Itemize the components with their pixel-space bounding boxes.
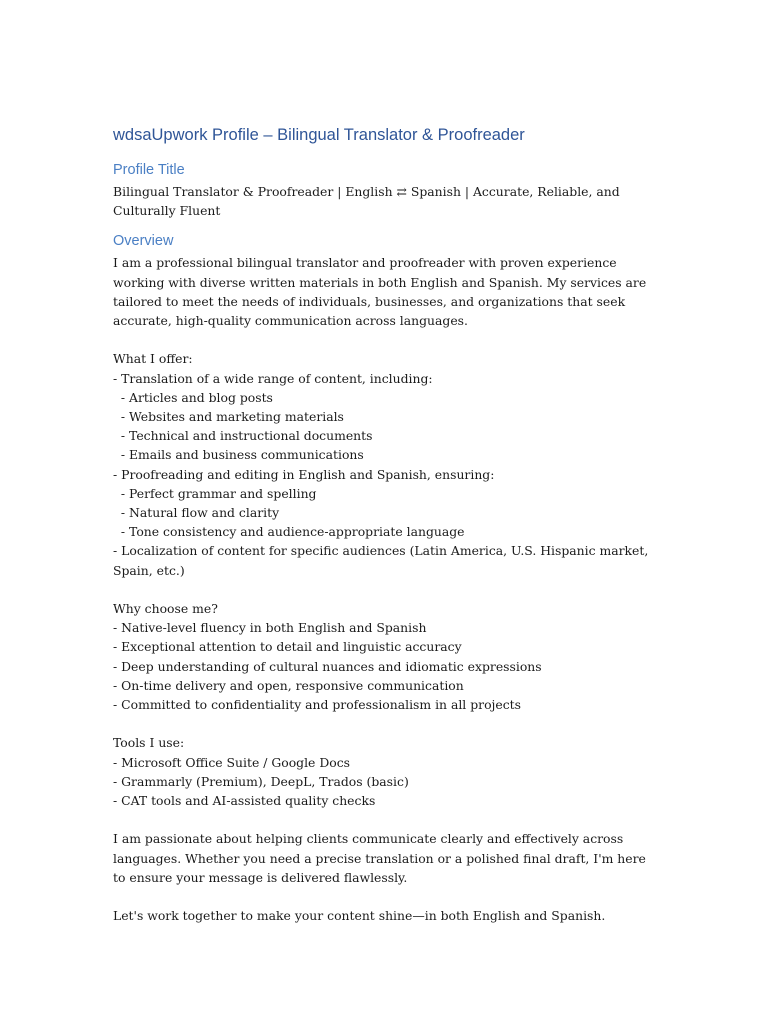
offer-line: - Perfect grammar and spelling [113, 485, 317, 501]
offer-line: - Technical and instructional documents [113, 428, 373, 444]
profile-title-section [113, 160, 658, 220]
why-line: - Committed to confidentiality and professionalism in all projects [113, 697, 521, 713]
tools-line: - Microsoft Office Suite / Google Docs [113, 754, 351, 770]
why-line: - Exceptional attention to detail and linguistic accuracy [113, 639, 462, 655]
offer-line: - Natural flow and clarity [113, 505, 280, 521]
profile-title-text: Bilingual Translator & Proofreader | English ⇄ Spanish | Accurate, Reliable, and Culturally Fluent [113, 184, 624, 219]
tools-line: - Grammarly (Premium), DeepL, Trados (basic) [113, 773, 409, 789]
offer-label: What I offer: [113, 351, 193, 367]
tools-block [113, 733, 658, 810]
overview-section [113, 231, 658, 925]
profile-title-heading: Profile Title [113, 162, 185, 178]
offer-line: - Websites and marketing materials [113, 409, 344, 425]
offer-line: - Emails and business communications [113, 447, 364, 463]
why-label: Why choose me? [113, 601, 218, 617]
offer-line: - Tone consistency and audience-appropriate language [113, 524, 465, 540]
offer-block [113, 349, 658, 579]
tools-line: - CAT tools and AI-assisted quality checks [113, 793, 376, 809]
offer-line: - Articles and blog posts [113, 389, 273, 405]
document-page [113, 124, 658, 936]
overview-heading: Overview [113, 233, 174, 250]
offer-line: - Localization of content for specific audiences (Latin America, U.S. Hispanic market, Spain, etc.) [113, 543, 653, 578]
offer-line: - Translation of a wide range of content, including: [113, 370, 433, 386]
why-line: - Deep understanding of cultural nuances and idiomatic expressions [113, 658, 542, 674]
overview-intro: I am a professional bilingual translator and proofreader with proven experience working with diverse written materials in both English and Spanish. My services are tailored to meet the needs of individuals, businesses, and organizations that seek accurate, high-quality communication across languages. [113, 255, 651, 329]
document-title: wdsaUpwork Profile – Bilingual Translator & Proofreader [113, 126, 525, 144]
closing-paragraph: I am passionate about helping clients communicate clearly and effectively across languages. Whether you need a precise translation or a polished final draft, I'm here to ensure your message is delivered flawlessly. [113, 831, 650, 885]
tools-label: Tools I use: [113, 735, 185, 751]
why-line: - Native-level fluency in both English and Spanish [113, 620, 427, 636]
why-block [113, 599, 658, 714]
call-to-action: Let's work together to make your content shine—in both English and Spanish. [113, 908, 606, 924]
why-line: - On-time delivery and open, responsive communication [113, 677, 464, 693]
offer-line: - Proofreading and editing in English and Spanish, ensuring: [113, 466, 495, 482]
